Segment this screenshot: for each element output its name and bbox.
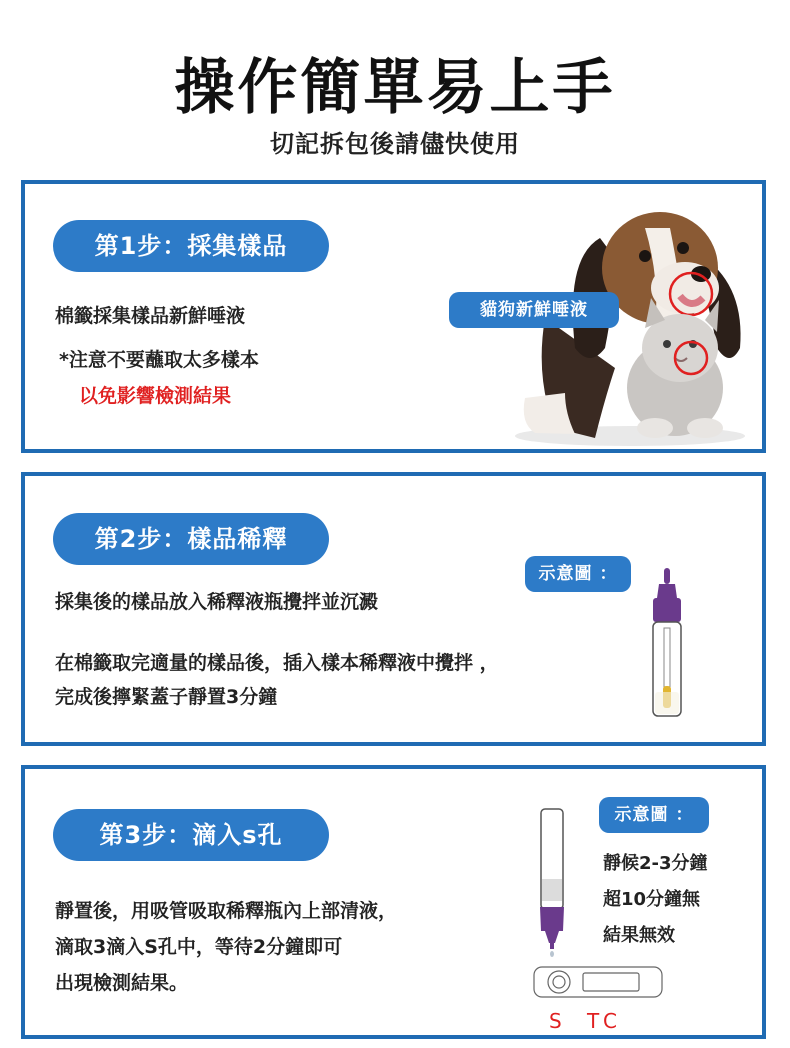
well-t-label: T <box>587 1009 600 1033</box>
step-3-instruction-line-1: 靜置後，用吸管吸取稀釋瓶內上部清液， <box>55 900 398 922</box>
step-2-description: 採集後的樣品放入稀釋液瓶攪拌並沉澱 <box>55 591 379 613</box>
step-1-description: 棉籤採集樣品新鮮唾液 <box>55 305 246 327</box>
step-2-diagram-tag: 示意圖 ： <box>525 556 631 592</box>
step-2-instruction-line-2: 完成後擰緊蓋子靜置3分鐘 <box>55 686 278 708</box>
step-3-diagram-tag: 示意圖 ： <box>599 797 709 833</box>
step-1-warning: 以免影響檢測結果 <box>79 385 232 407</box>
step-1-label: 第1步：採集樣品 <box>53 220 329 272</box>
step-2-instruction-line-1: 在棉籤取完適量的樣品後，插入樣本稀釋液中攪拌 ， <box>55 652 499 674</box>
test-cassette-icon <box>533 965 665 1001</box>
step-3-panel <box>21 765 766 1039</box>
step-2-panel <box>21 472 766 746</box>
wait-line-3: 結果無效 <box>603 925 675 946</box>
well-s-label: S <box>549 1009 562 1033</box>
page-title: 操作簡單易上手 <box>174 53 616 123</box>
page-subtitle: 切記拆包後請儘快使用 <box>270 130 520 158</box>
step-3-instruction-line-3: 出現檢測結果。 <box>55 972 189 994</box>
wait-line-2: 超10分鐘無 <box>603 889 701 910</box>
step-3-instruction-line-2: 滴取3滴入S孔中，等待2分鐘即可 <box>55 936 343 958</box>
step-3-label: 第3步：滴入s孔 <box>53 809 329 861</box>
dropper-icon <box>537 807 567 957</box>
step-2-label: 第2步：樣品稀釋 <box>53 513 329 565</box>
step-1-note: *注意不要蘸取太多樣本 <box>59 349 259 371</box>
wait-line-1: 靜候2-3分鐘 <box>603 853 708 874</box>
step-1-panel <box>21 180 766 453</box>
saliva-image-tag: 貓狗新鮮唾液 <box>449 292 619 328</box>
well-c-label: C <box>603 1009 617 1033</box>
diluent-bottle-icon <box>645 568 689 718</box>
